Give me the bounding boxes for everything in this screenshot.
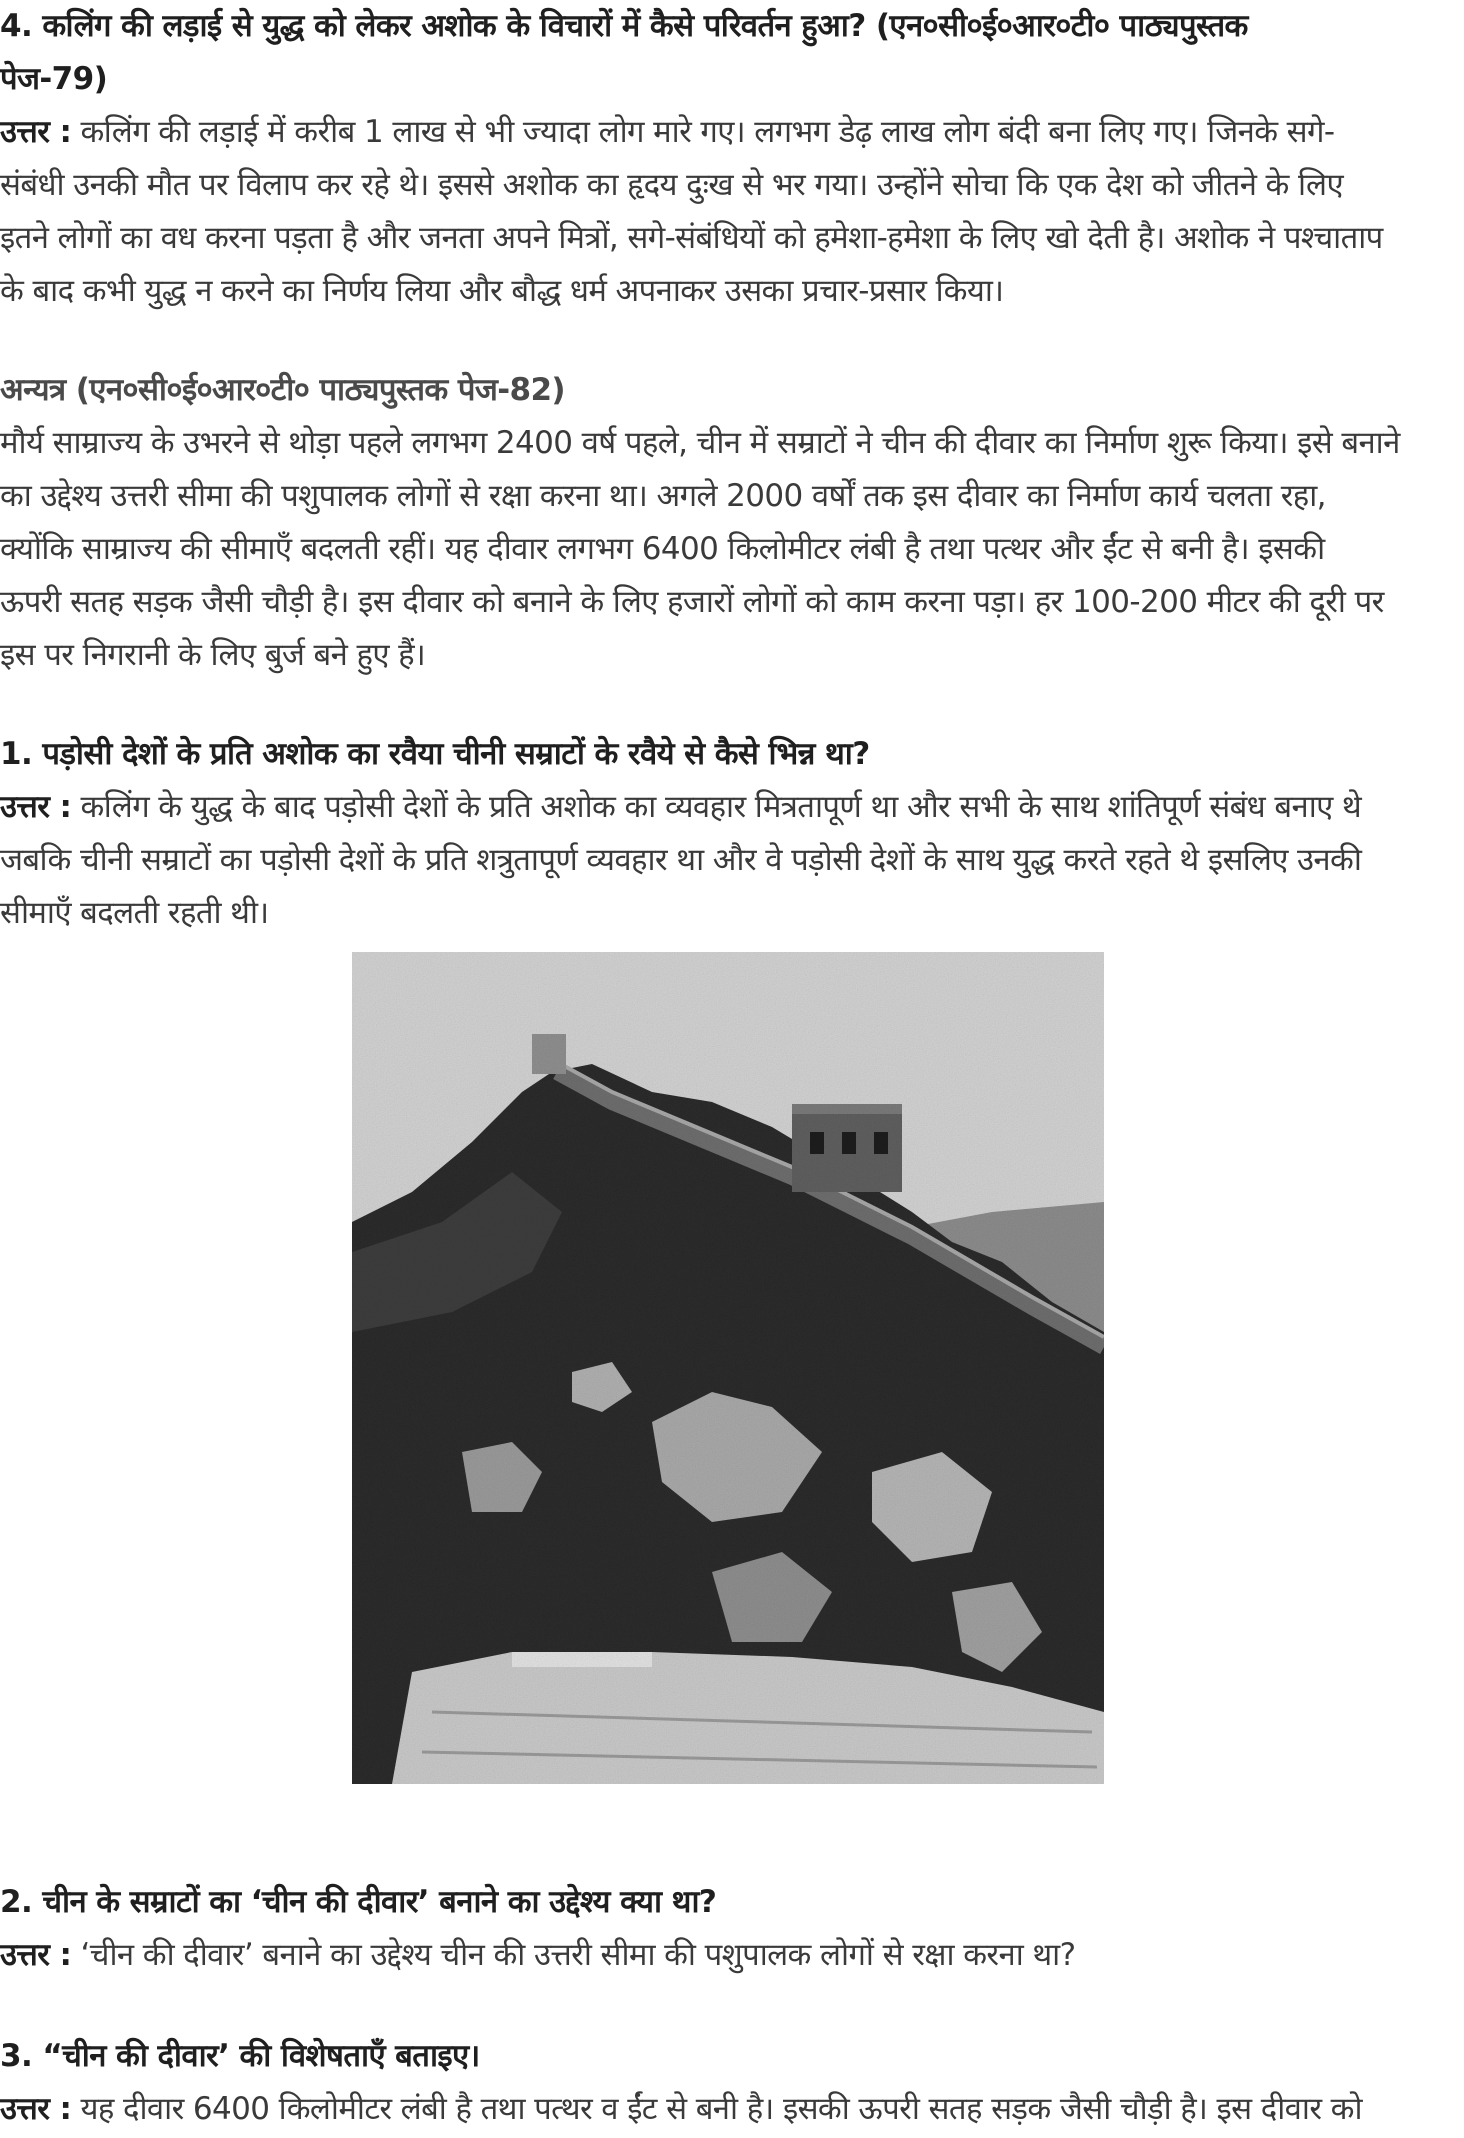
answer-4-line-3: इतने लोगों का वध करना पड़ता है और जनता अपने मित्रों, सगे-संबंधियों को हमेशा-हमेशा के लिए खो देती है। अशोक ने पश्चाताप [0, 220, 1383, 256]
anyatra-line-1: मौर्य साम्राज्य के उभरने से थोड़ा पहले लगभग 2400 वर्ष पहले, चीन में सम्राटों ने चीन की दीवार का निर्माण शुरू किया। इसे बनाने [0, 425, 1400, 461]
question-1-heading: 1. पड़ोसी देशों के प्रति अशोक का रवैया चीनी सम्राटों के रवैये से कैसे भिन्न था? [0, 736, 870, 772]
answer-3-line-1 [0, 2083, 1464, 2136]
anyatra-heading: अन्यत्र (एन०सी०ई०आर०टी० पाठ्यपुस्तक पेज-82) [0, 372, 565, 408]
anyatra-line-5: इस पर निगरानी के लिए बुर्ज बने हुए हैं। [0, 637, 426, 673]
question-4-block [0, 0, 1464, 318]
question-4-line-1: 4. कलिंग की लड़ाई से युद्ध को लेकर अशोक के विचारों में कैसे परिवर्तन हुआ? (एन०सी०ई०आर०टी० पाठ्यपुस्तक [0, 8, 1248, 44]
answer-2-line-1 [0, 1929, 1464, 1982]
answer-4-first-text: कलिंग की लड़ाई में करीब 1 लाख से भी ज्यादा लोग मारे गए। लगभग डेढ़ लाख लोग बंदी बना लिए गए। जिनके सगे- [71, 114, 1335, 150]
question-3-block [0, 2030, 1464, 2136]
question-2-block [0, 1876, 1464, 1982]
anyatra-line-3: क्योंकि साम्राज्य की सीमाएँ बदलती रहीं। यह दीवार लगभग 6400 किलोमीटर लंबी है तथा पत्थर और ईंट से बनी है। इसकी [0, 531, 1325, 567]
answer-1-line-2: जबकि चीनी सम्राटों का पड़ोसी देशों के प्रति शत्रुतापूर्ण व्यवहार था और वे पड़ोसी देशों के साथ युद्ध करते रहते थे इसलिए उनकी [0, 842, 1362, 878]
answer-4-line-2: संबंधी उनकी मौत पर विलाप कर रहे थे। इससे अशोक का हृदय दुःख से भर गया। उन्होंने सोचा कि एक देश को जीतने के लिए [0, 167, 1344, 203]
answer-1-first-text: कलिंग के युद्ध के बाद पड़ोसी देशों के प्रति अशोक का व्यवहार मित्रतापूर्ण था और सभी के साथ शांतिपूर्ण संबंध बनाए थे [71, 789, 1362, 825]
question-2-heading: 2. चीन के सम्राटों का ‘चीन की दीवार’ बनाने का उद्देश्य क्या था? [0, 1884, 717, 1920]
far-watchtower [532, 1034, 566, 1074]
answer-4-line-4: के बाद कभी युद्ध न करने का निर्णय लिया और बौद्ध धर्म अपनाकर उसका प्रचार-प्रसार किया। [0, 273, 1004, 309]
answer-label: उत्तर : [0, 1937, 72, 1973]
answer-label: उत्तर : [0, 114, 72, 150]
anyatra-line-2: का उद्देश्य उत्तरी सीमा की पशुपालक लोगों से रक्षा करना था। अगले 2000 वर्षों तक इस दीवार का निर्माण कार्य चलता रहा, [0, 478, 1326, 514]
great-wall-photo [352, 952, 1104, 1784]
answer-1-line-3: सीमाएँ बदलती रहती थी। [0, 895, 269, 931]
answer-label: उत्तर : [0, 2091, 72, 2127]
answer-label: उत्तर : [0, 789, 72, 825]
anyatra-line-4: ऊपरी सतह सड़क जैसी चौड़ी है। इस दीवार को बनाने के लिए हजारों लोगों को काम करना पड़ा। हर 100-200 मीटर की दूरी पर [0, 584, 1384, 620]
answer-2-text: ‘चीन की दीवार’ बनाने का उद्देश्य चीन की उत्तरी सीमा की पशुपालक लोगों से रक्षा करना था? [71, 1937, 1076, 1973]
answer-3-text: यह दीवार 6400 किलोमीटर लंबी है तथा पत्थर व ईंट से बनी है। इसकी ऊपरी सतह सड़क जैसी चौड़ी है। इस दीवार को [71, 2091, 1362, 2127]
question-3-heading: 3. “चीन की दीवार’ की विशेषताएँ बताइए। [0, 2038, 480, 2074]
anyatra-block [0, 364, 1464, 682]
answer-4-line-1 [0, 106, 1464, 159]
question-1-block [0, 728, 1464, 940]
question-4-line-2: पेज-79) [0, 61, 108, 97]
answer-1-line-1 [0, 781, 1464, 834]
